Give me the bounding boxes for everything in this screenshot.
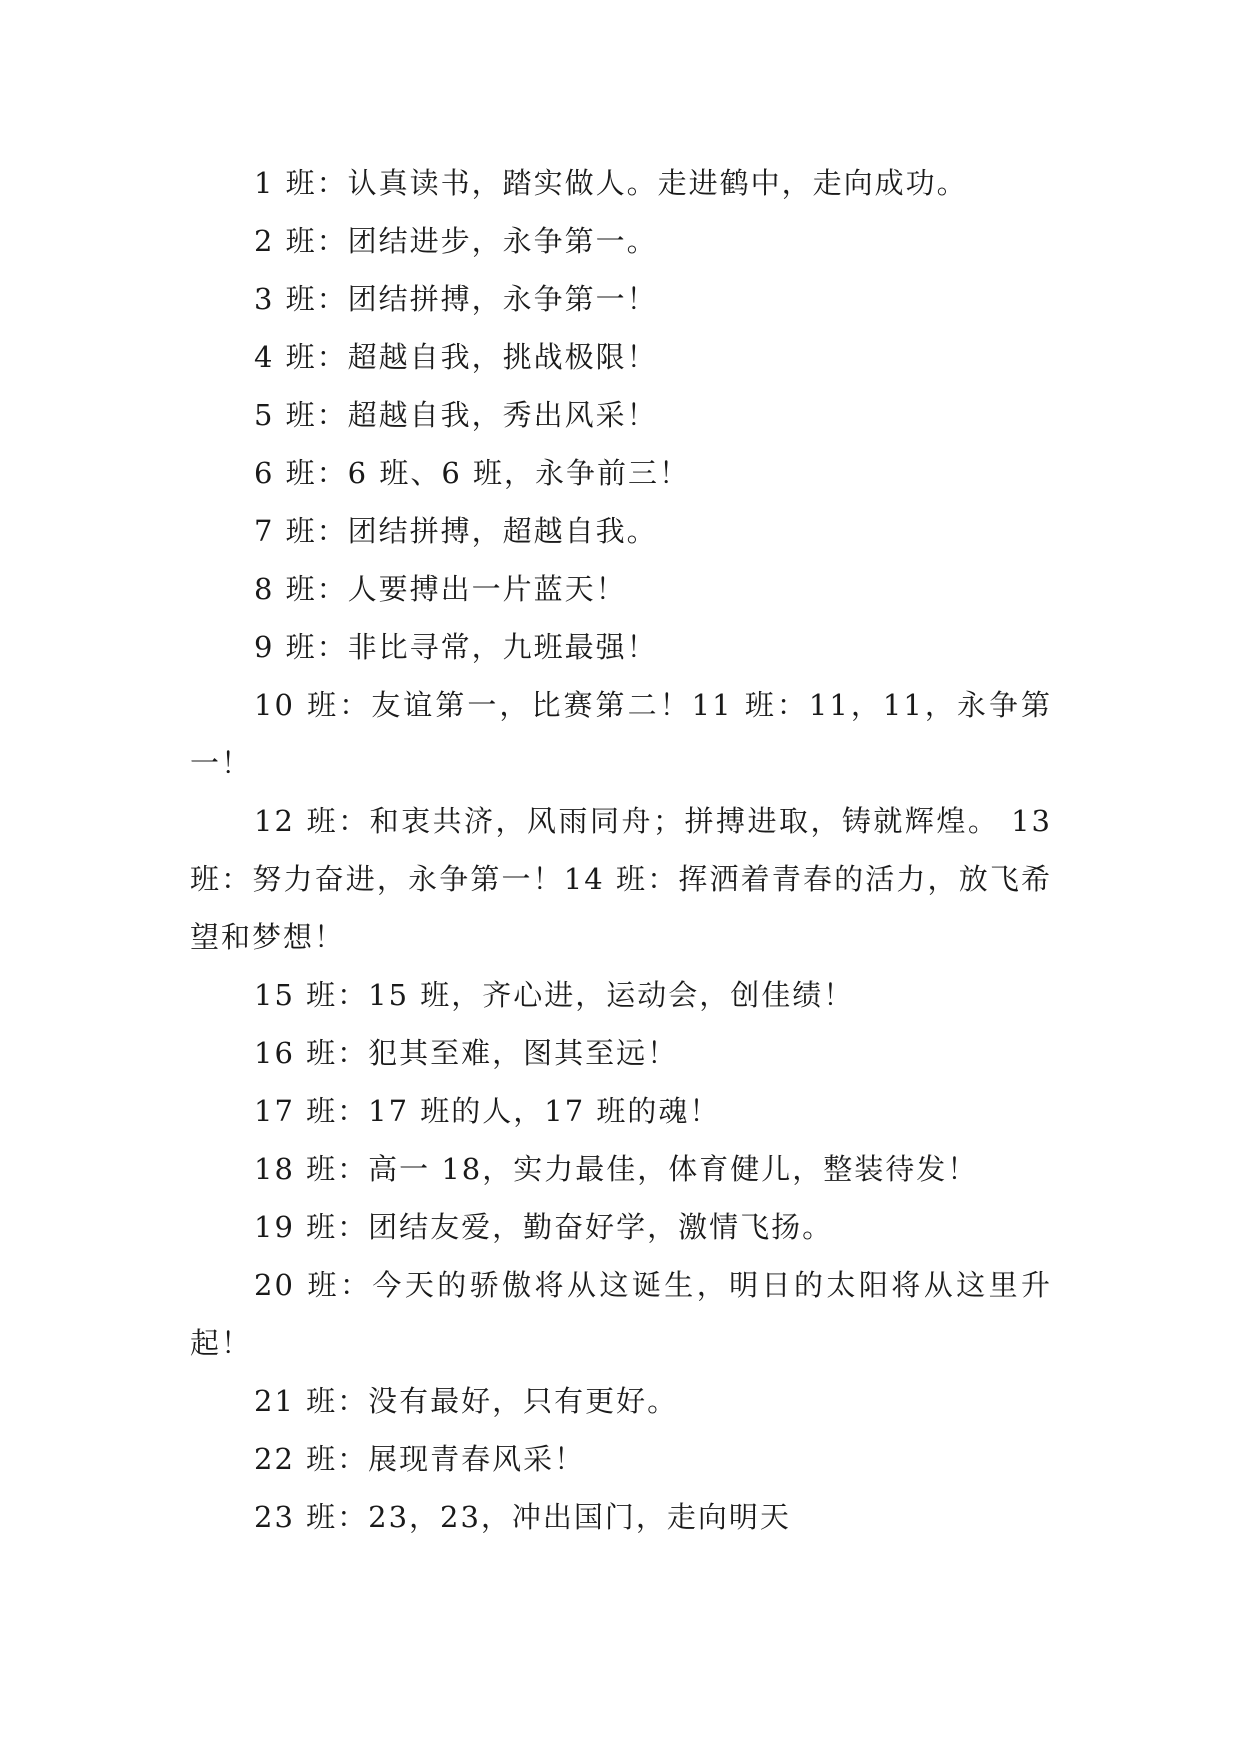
paragraph-class-18: 18 班：高一 18，实力最佳，体育健儿，整装待发！ bbox=[254, 1152, 979, 1186]
paragraph-class-6: 6 班：6 班、6 班，永争前三！ bbox=[254, 456, 691, 490]
paragraph-class-10-11: 10 班：友谊第一，比赛第二！11 班：11，11，永争第一！ bbox=[190, 688, 1052, 780]
paragraph-class-21: 21 班：没有最好，只有更好。 bbox=[254, 1384, 679, 1418]
paragraph-class-15: 15 班：15 班，齐心进，运动会，创佳绩！ bbox=[254, 978, 855, 1012]
paragraph-class-23: 23 班：23，23，冲出国门，走向明天 bbox=[254, 1500, 791, 1534]
paragraph-class-3: 3 班：团结拼搏，永争第一！ bbox=[254, 282, 658, 316]
paragraph-class-2: 2 班：团结进步，永争第一。 bbox=[254, 224, 658, 258]
paragraph-class-17: 17 班：17 班的人，17 班的魂！ bbox=[254, 1094, 721, 1128]
paragraph-class-22: 22 班：展现青春风采！ bbox=[254, 1442, 586, 1476]
paragraph-class-9: 9 班：非比寻常，九班最强！ bbox=[254, 630, 658, 664]
paragraph-class-12-14: 12 班：和衷共济，风雨同舟；拼搏进取，铸就辉煌。 13 班：努力奋进，永争第一！14 班：挥洒着青春的活力，放飞希望和梦想！ bbox=[190, 804, 1052, 954]
paragraph-class-4: 4 班：超越自我，挑战极限！ bbox=[254, 340, 658, 374]
paragraph-class-7: 7 班：团结拼搏，超越自我。 bbox=[254, 514, 658, 548]
paragraph-class-8: 8 班：人要搏出一片蓝天！ bbox=[254, 572, 627, 606]
slogan-list bbox=[190, 154, 1052, 1546]
paragraph-class-19: 19 班：团结友爱，勤奋好学，激情飞扬。 bbox=[254, 1210, 834, 1244]
paragraph-class-16: 16 班：犯其至难，图其至远！ bbox=[254, 1036, 679, 1070]
paragraph-class-1: 1 班：认真读书，踏实做人。走进鹤中，走向成功。 bbox=[254, 166, 968, 200]
paragraph-class-5: 5 班：超越自我，秀出风采！ bbox=[254, 398, 658, 432]
paragraph-class-20: 20 班：今天的骄傲将从这诞生，明日的太阳将从这里升起！ bbox=[190, 1268, 1052, 1360]
